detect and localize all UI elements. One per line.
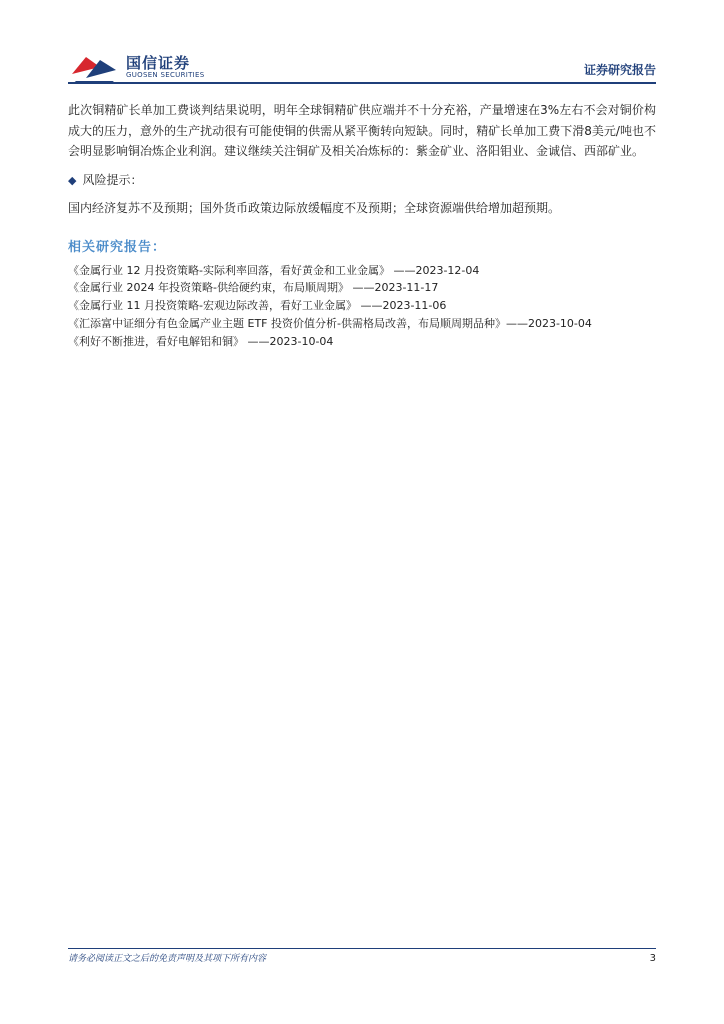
conclusion-paragraph: 此次铜精矿长单加工费谈判结果说明，明年全球铜精矿供应端并不十分充裕，产量增速在3%左右不会对铜价构成大的压力，意外的生产扰动很有可能使铜的供需从紧平衡转向短缺。同时，精矿长单加工费下滑8美元/吨也不会明显影响铜冶炼企业利润。建议继续关注铜矿及相关冶炼标的：紫金矿业、洛阳钼业、金诚信、西部矿业。 (68, 103, 656, 158)
page-content (68, 100, 656, 350)
related-reports-title: 相关研究报告： (68, 239, 167, 255)
header-divider (68, 82, 656, 84)
related-report-item[interactable]: 《金属行业 11 月投资策略-宏观边际改善，看好工业金属》 ——2023-11-06 (68, 299, 447, 313)
related-report-item[interactable]: 《金属行业 2024 年投资策略-供给硬约束，布局顺周期》 ——2023-11-17 (68, 281, 439, 295)
related-report-item[interactable]: 《汇添富中证细分有色金属产业主题 ETF 投资价值分析-供需格局改善，布局顺周期品种》——2023-10-04 (68, 316, 592, 330)
risk-heading (68, 170, 656, 190)
related-report-item[interactable]: 《金属行业 12 月投资策略-实际利率回落，看好黄金和工业金属》 ——2023-12-04 (68, 263, 480, 277)
risk-heading-label: 风险提示： (82, 172, 143, 187)
document-type-label: 证券研究报告 (583, 63, 656, 77)
logo-chinese-name: 国信证券 (126, 54, 191, 72)
page-header (0, 0, 724, 90)
logo-english-name: GUOSEN SECURITIES (126, 71, 205, 79)
footer-divider (68, 948, 656, 949)
company-logo (70, 50, 210, 84)
diamond-bullet-icon: ◆ (68, 173, 77, 187)
logo-emblem-icon (70, 50, 122, 84)
related-reports-list (68, 262, 656, 351)
page-number: 3 (649, 953, 656, 964)
related-report-item[interactable]: 《利好不断推进，看好电解铝和铜》 ——2023-10-04 (68, 334, 334, 348)
risk-text: 国内经济复苏不及预期；国外货币政策边际放缓幅度不及预期；全球资源端供给增加超预期。 (68, 200, 561, 215)
footer-disclaimer: 请务必阅读正文之后的免责声明及其项下所有内容 (68, 954, 267, 964)
